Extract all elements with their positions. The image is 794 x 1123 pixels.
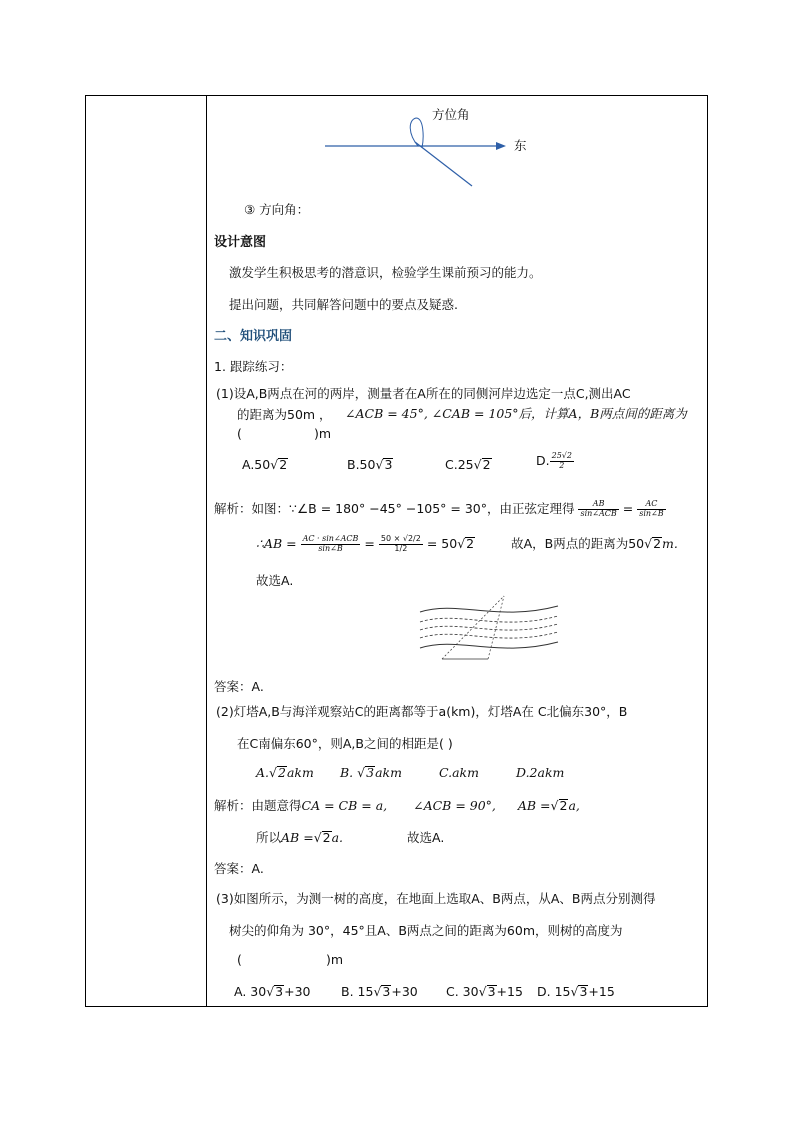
table-column-divider [206, 95, 207, 1007]
sol1-line2: ∴AB = $\frac{\text{AC · sin∠ACB}}{\sin\angle B}$ = $\frac{50 \times √2/2}{1/2}$ = 50√2 故A，B两点的距离为50√2m. [256, 534, 678, 553]
q1-line3a: ( [237, 426, 242, 441]
q3-line1: (3)如图所示，为测一树的高度，在地面上选取A、B两点，从A、B两点分别测得 [216, 891, 656, 906]
sol2-line1: 解析：由题意得CA = CB = a, ∠ACB = 90°, AB =√2a, [214, 798, 580, 813]
q3-option-b: B. 15√3+30 [341, 984, 418, 999]
design-intent-line1: 激发学生积极思考的潜意识，检验学生课前预习的能力。 [229, 265, 542, 280]
east-label: 东 [514, 138, 527, 153]
q3-option-a: A. 30√3+30 [234, 984, 311, 999]
answer2: 答案：A. [214, 861, 264, 876]
q3-option-d: D. 15√3+15 [537, 984, 615, 999]
azimuth-arc [410, 118, 423, 148]
practice-title: 1. 跟踪练习： [214, 359, 293, 374]
q1-line3b: )m [314, 426, 332, 441]
sol1-line1: 解析：如图：∵∠B = 180° −45° −105° = 30°，由正弦定理得 $\frac{AB}{\text{sin∠ACB}}$ = $\frac{AC}{\sin\angle B}$ [214, 499, 664, 518]
direction-angle-item: ③ 方向角： [244, 202, 310, 217]
section-heading: 二、知识巩固 [214, 329, 293, 344]
q2-option-c: C.akm [439, 765, 479, 780]
q3-line3b: )m [326, 952, 344, 967]
sol1-line3: 故选A. [256, 573, 294, 588]
q1-option-d: D. $\frac{25√2}{2}$ [536, 451, 572, 470]
q3-line2: 树尖的仰角为 30°，45°且A、B两点之间的距离为60m，则树的高度为 [229, 923, 623, 938]
q1-line1: (1)设A,B两点在河的两岸，测量者在A所在的同侧河岸边选定一点C,测出AC [216, 386, 631, 401]
azimuth-label: 方位角 [432, 107, 470, 122]
river-figure [418, 592, 560, 667]
q2-option-b: B. √3akm [340, 765, 402, 780]
design-intent-line2: 提出问题，共同解答问题中的要点及疑惑. [229, 297, 458, 312]
east-arrowhead [496, 142, 506, 150]
q2-option-d: D.2akm [516, 765, 565, 780]
answer1: 答案：A. [214, 679, 264, 694]
q1-line2a: 的距离为50m ， [237, 407, 332, 422]
q2-option-a: A.√2akm [256, 765, 314, 780]
q1-line2b: ∠ACB = 45°, ∠CAB = 105°后，计算A，B两点间的距离为 [345, 406, 687, 421]
q3-line3a: ( [237, 952, 242, 967]
q1-option-a: A.50√2 [242, 457, 288, 472]
q2-line1: (2)灯塔A,B与海洋观察站C的距离都等于a(km)，灯塔A在 C北偏东30°，B [216, 704, 628, 719]
q1-option-c: C.25√2 [445, 457, 491, 472]
q2-line2: 在C南偏东60°，则A,B之间的相距是( ) [237, 736, 453, 751]
q3-option-c: C. 30√3+15 [446, 984, 523, 999]
design-intent-heading: 设计意图 [214, 235, 267, 250]
direction-line [415, 142, 472, 186]
q1-option-b: B.50√3 [347, 457, 393, 472]
sol2-line2: 所以AB =√2a. 故选A. [256, 830, 445, 845]
